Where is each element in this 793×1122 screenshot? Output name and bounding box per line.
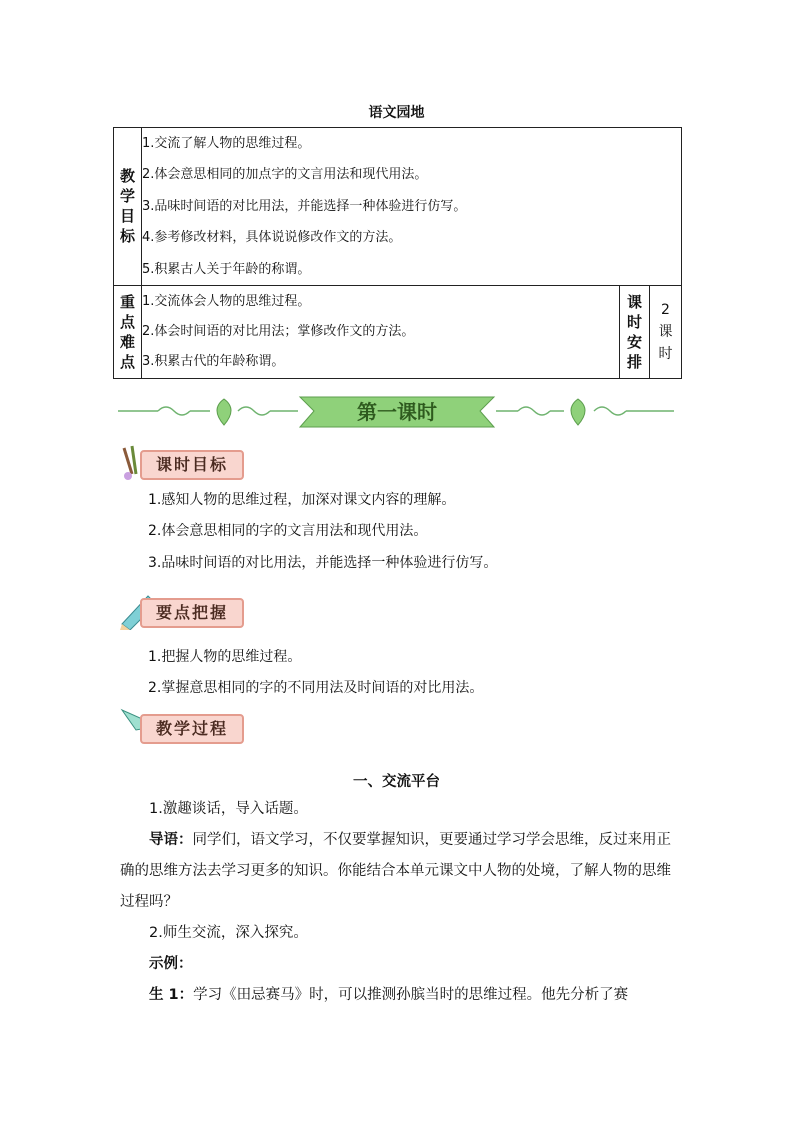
goals-label: 教 学 目 标 <box>114 128 142 286</box>
section-heading: 一、交流平台 <box>353 774 440 790</box>
page-title: 语文园地 <box>368 105 425 121</box>
section-key-points <box>118 592 258 630</box>
goal-item: 5.积累古人关于年龄的称谓。 <box>142 261 311 277</box>
lesson-plan-table <box>113 127 682 379</box>
paragraph <box>120 949 678 980</box>
goals-list <box>142 128 682 286</box>
goal-item: 1.交流了解人物的思维过程。 <box>142 136 311 151</box>
section-title: 课时目标 <box>140 450 244 480</box>
paragraph-label: 生 1： <box>149 987 194 1003</box>
lesson-goal-item: 2.体会意思相同的字的文言用法和现代用法。 <box>148 523 428 539</box>
section-title: 教学过程 <box>140 714 244 744</box>
left-vine-decoration <box>118 407 298 415</box>
key-point-item: 1.把握人物的思维过程。 <box>148 649 302 665</box>
key-points-label: 重 点 难 点 <box>114 285 142 378</box>
paragraph: 导语：同学们，语文学习，不仅要掌握知识，更要通过学习学会思维，反过来用正确的思维方法去学习更多的知识。你能结合本单元课文中人物的处境，了解人物的思维过程吗？ <box>120 832 671 910</box>
schedule-value: 2 课 时 <box>650 285 682 378</box>
section-lesson-goals <box>118 444 258 482</box>
goal-item: 2.体会意思相同的加点字的文言用法和现代用法。 <box>142 167 428 183</box>
key-point-item: 1.交流体会人物的思维过程。 <box>142 293 311 309</box>
key-point-item: 2.体会时间语的对比用法；掌修改作文的方法。 <box>142 323 415 339</box>
paragraph: 2.师生交流，深入探究。 <box>149 925 308 941</box>
paragraph-label: 示例： <box>149 956 193 972</box>
paragraph-label: 导语： <box>149 832 193 848</box>
lesson-banner <box>118 389 674 433</box>
leaf-icon <box>217 399 231 425</box>
key-point-item: 3.积累古代的年龄称谓。 <box>142 353 285 369</box>
paragraph: 生 1：学习《田忌赛马》时，可以推测孙膑当时的思维过程。他先分析了赛 <box>149 987 629 1003</box>
banner-text: 第一课时 <box>357 400 437 424</box>
schedule-label: 课 时 安 排 <box>620 285 650 378</box>
section-teaching-process <box>118 708 258 746</box>
leaf-icon <box>571 399 585 425</box>
teaching-body <box>120 794 678 1011</box>
paragraph: 1.激趣谈话，导入话题。 <box>149 801 308 817</box>
section-title: 要点把握 <box>140 598 244 628</box>
goal-item: 4.参考修改材料，具体说说修改作文的方法。 <box>142 230 402 246</box>
key-point-item: 2.掌握意思相同的字的不同用法及时间语的对比用法。 <box>148 680 484 696</box>
lesson-goal-item: 1.感知人物的思维过程，加深对课文内容的理解。 <box>148 492 456 508</box>
goal-item: 3.品味时间语的对比用法，并能选择一种体验进行仿写。 <box>142 198 467 214</box>
key-points-list <box>142 285 620 378</box>
lesson-goal-item: 3.品味时间语的对比用法，并能选择一种体验进行仿写。 <box>148 555 498 571</box>
